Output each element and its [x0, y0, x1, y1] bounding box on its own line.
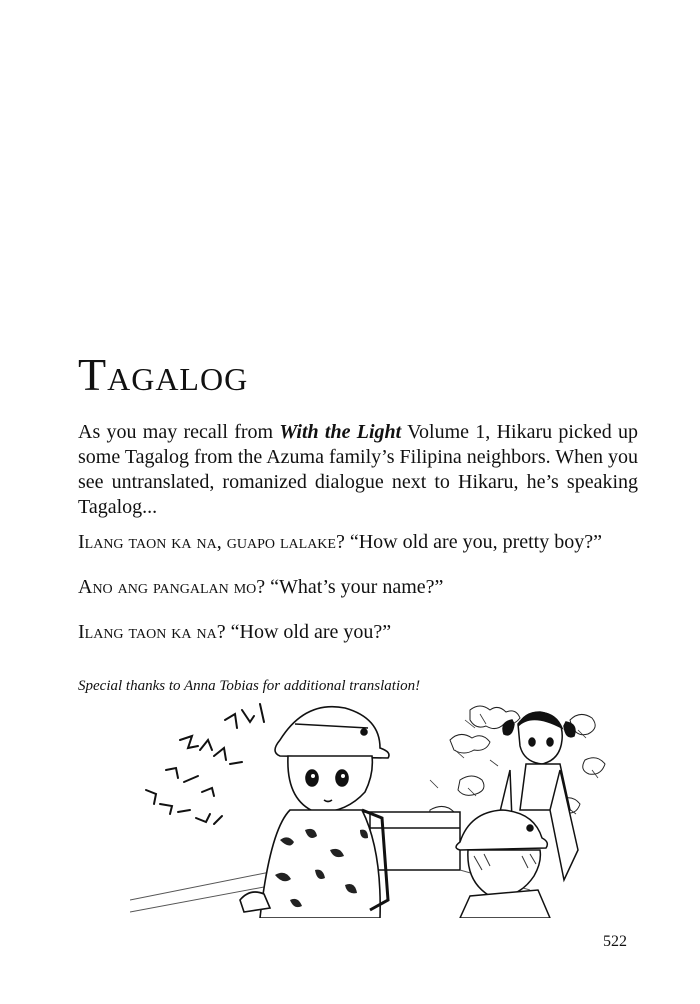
boy-character	[240, 707, 389, 918]
book-title: With the Light	[279, 421, 402, 443]
manga-illustration	[130, 700, 620, 918]
intro-text-before: As you may recall from	[78, 421, 280, 443]
sound-effect-lines	[146, 704, 264, 824]
phrase-entry	[78, 530, 638, 555]
page-number: 522	[603, 933, 627, 950]
phrase-entry	[78, 620, 638, 645]
intro-text-after: Volume 1, Hikaru picked up some Tagalog from the Azuma family’s Filipina neighbors. When you see untranslated, romanized dialogue next to Hikaru, he’s speaking Tagalog...	[78, 421, 638, 518]
intro-paragraph	[78, 420, 638, 520]
page-title: Tagalog	[78, 349, 249, 400]
second-boy-character	[456, 810, 550, 918]
acknowledgement: Special thanks to Anna Tobias for additional translation!	[78, 678, 421, 694]
phrase-translation: ? “How old are you, pretty boy?”	[335, 531, 602, 553]
phrase-translation: ? “How old are you?”	[216, 621, 392, 643]
phrase-entry	[78, 575, 638, 600]
tagalog-phrase: Ilang taon ka na	[78, 621, 217, 643]
tagalog-phrase: Ano ang pangalan mo	[78, 576, 257, 598]
phrase-translation: ? “What’s your name?”	[256, 576, 444, 598]
tagalog-phrase: Ilang taon ka na, guapo lalake	[78, 531, 336, 553]
